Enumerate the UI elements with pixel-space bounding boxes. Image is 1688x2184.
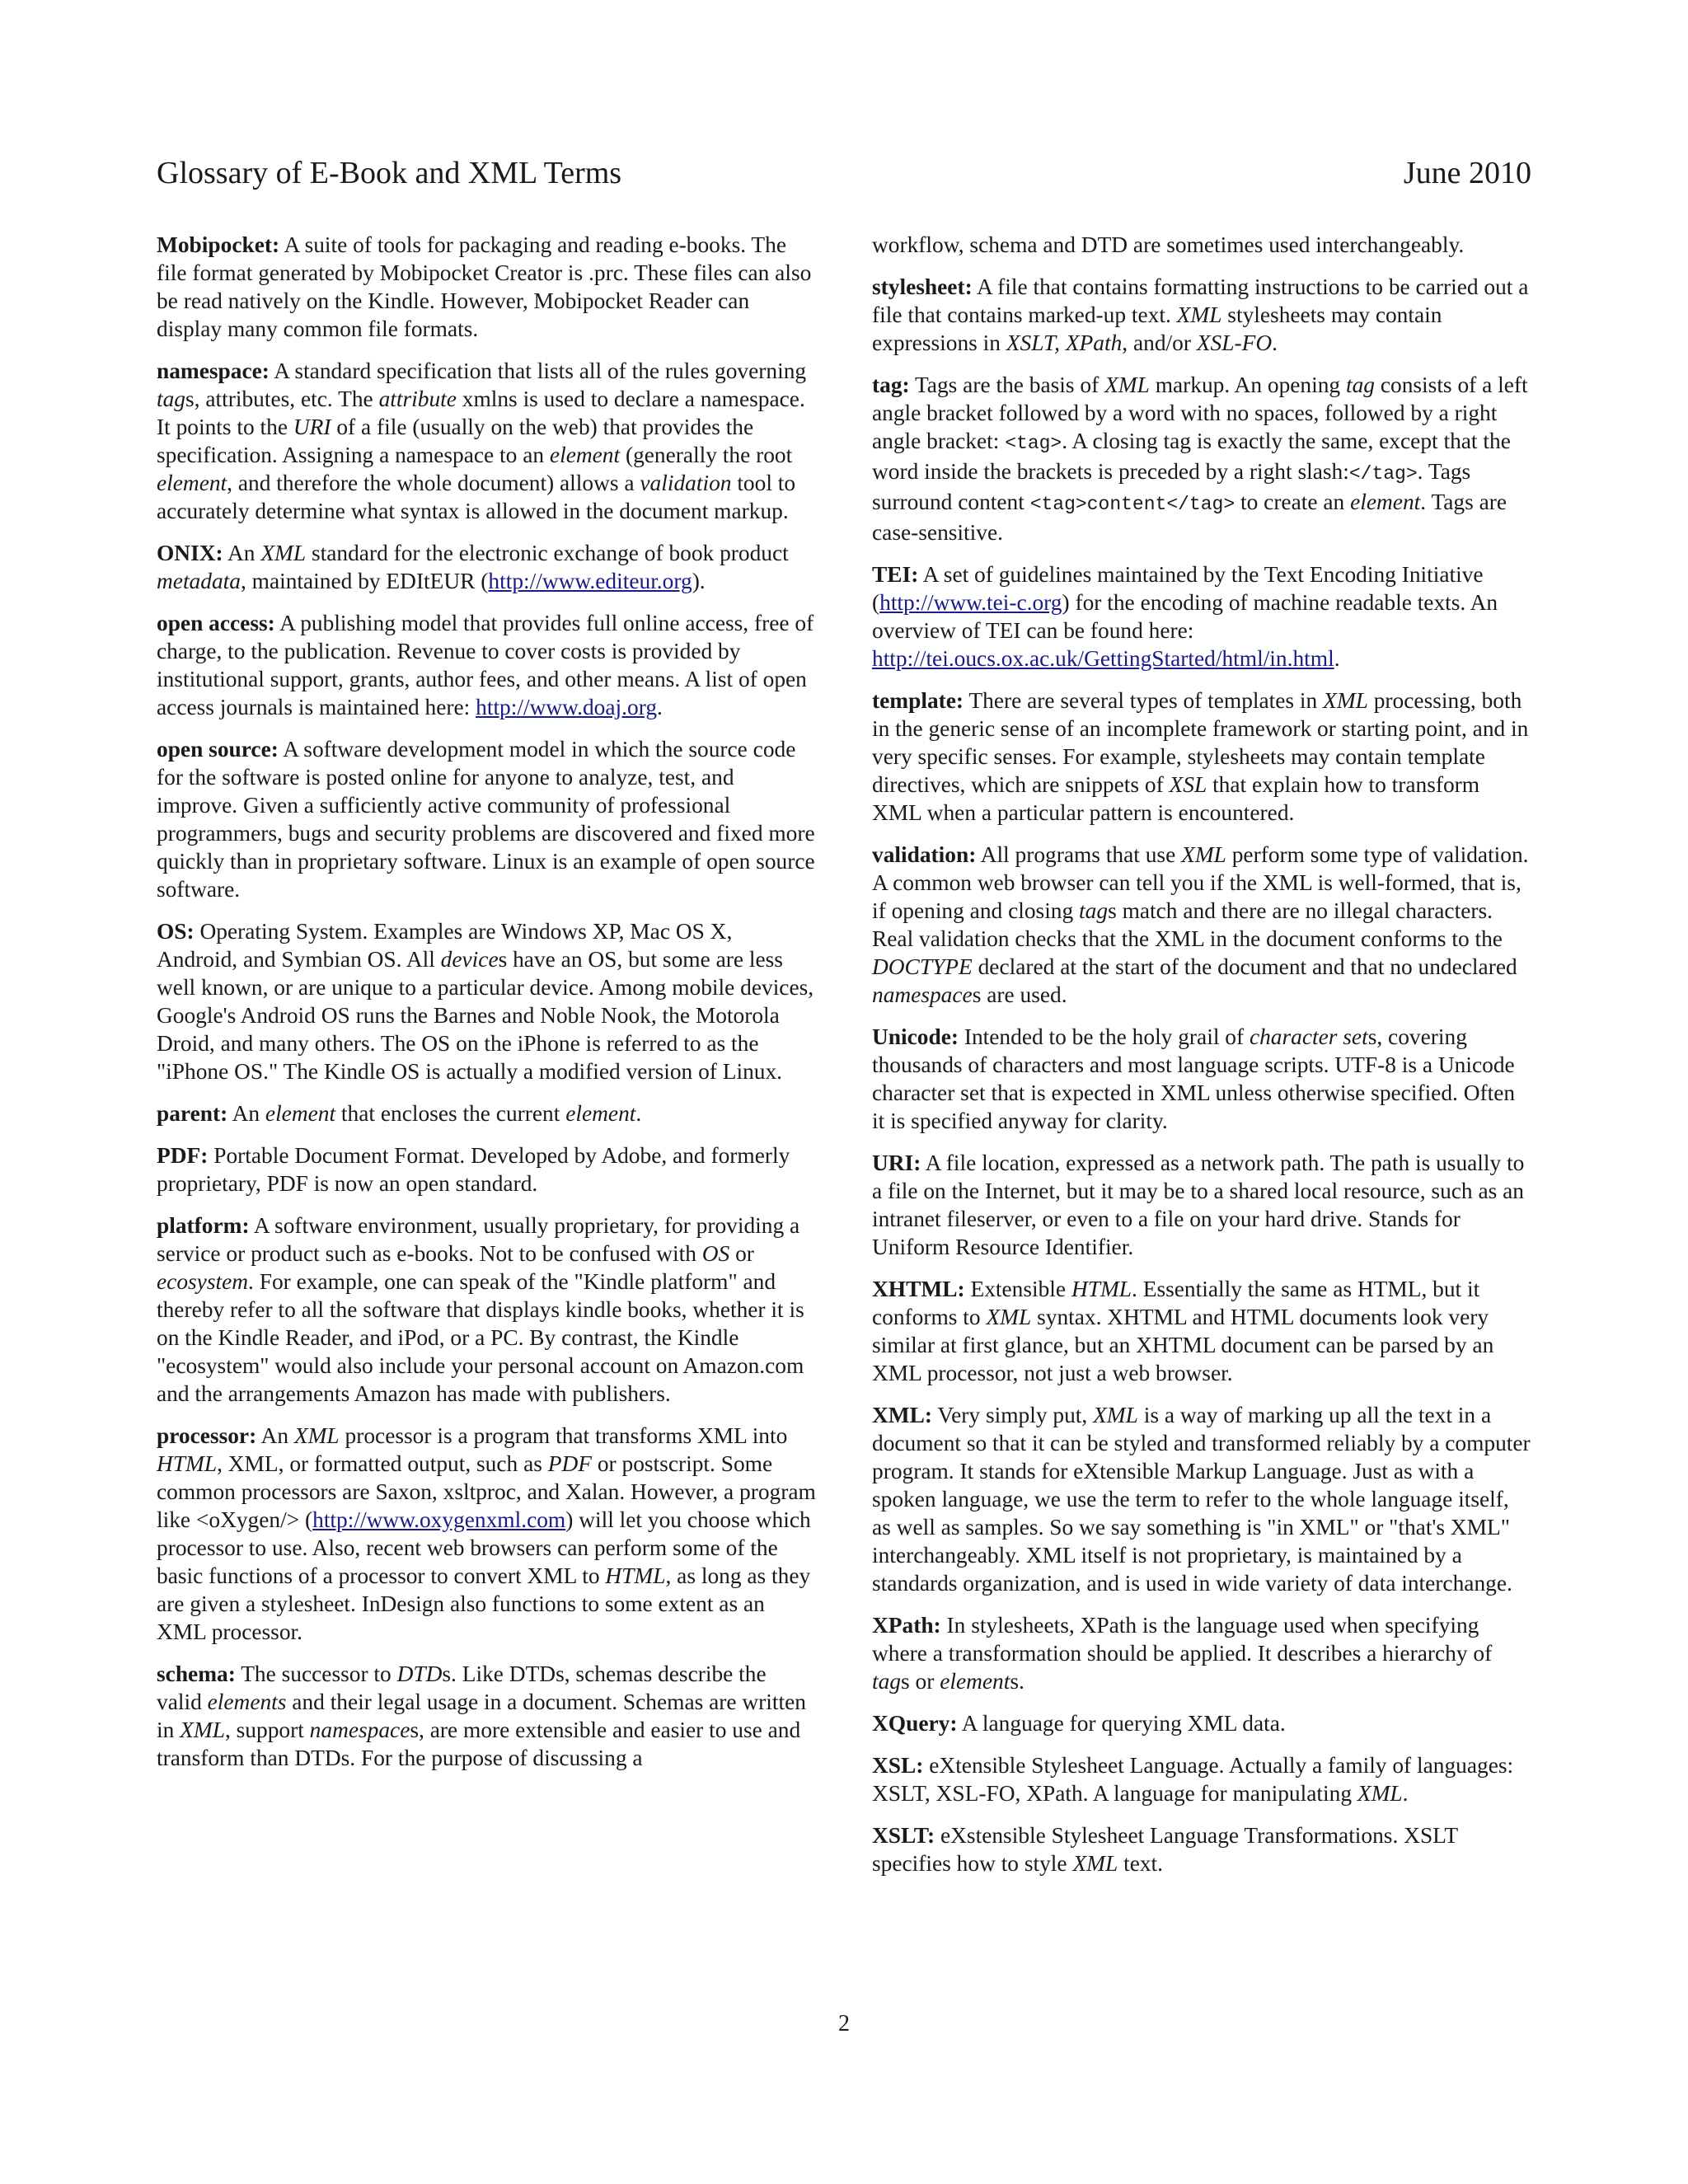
- italic-term: OS: [701, 1241, 730, 1266]
- italic-term: element: [157, 471, 227, 495]
- definition-text: xmlns is used to declare a namespace. It points to the: [157, 387, 805, 439]
- italic-term: metadata: [157, 569, 241, 593]
- url-link[interactable]: http://www.tei-c.org: [879, 590, 1062, 615]
- italic-term: XML: [1357, 1781, 1403, 1806]
- definition-text: Extensible: [964, 1277, 1071, 1301]
- italic-term: HTML: [157, 1451, 218, 1476]
- definition-text: .: [635, 1101, 642, 1126]
- glossary-term: namespace:: [157, 359, 270, 383]
- page-number: 2: [838, 2011, 850, 2036]
- definition-text: A standard specification that lists all of the rules governing: [269, 359, 807, 383]
- definition-text: that encloses the current: [335, 1101, 566, 1126]
- definition-text: declared at the start of the document and that no undeclared: [972, 954, 1517, 979]
- definition-text: is a way of marking up all the text in a document so that it can be styled and transformed reliably by a computer program. It stands for eXtensible Markup Language. Just as with a spoken language, we use the term to refer to the whole language itself, as well as samples. So we say something is "in XML" or "that's XML" interchangeably. XML itself is not proprietary, is maintained by a standards organization, and is used in wide variety of data interchange.: [872, 1403, 1531, 1596]
- definition-text: s or: [901, 1669, 940, 1694]
- glossary-term: template:: [872, 688, 964, 713]
- glossary-entry: [872, 273, 1531, 357]
- definition-text: .: [1334, 646, 1340, 671]
- definition-text: .: [657, 695, 663, 719]
- definition-text: ) will let you choose which processor to use. Also, recent web browsers can perform some of the basic functions of a processor to convert XML to: [157, 1507, 811, 1588]
- definition-text: The successor to: [235, 1661, 397, 1686]
- url-link[interactable]: http://www.doaj.org: [476, 695, 658, 719]
- definition-text: that explain how to transform XML when a particular pattern is encountered.: [872, 772, 1480, 825]
- italic-term: element: [940, 1669, 1010, 1694]
- definition-text: syntax. XHTML and HTML documents look very similar at first glance, but an XHTML document can be parsed by an XML processor, not just a web browser.: [872, 1305, 1494, 1385]
- definition-text: .: [1272, 330, 1278, 355]
- italic-term: HTML: [605, 1563, 666, 1588]
- glossary-entry: [157, 539, 816, 595]
- definition-text: of a file (usually on the web) that provides the specification. Assigning a namespace to an: [157, 415, 754, 467]
- definition-text: processing, both in the generic sense of an incomplete framework or starting point, and in very specific senses. For example, stylesheets may contain template directives, which are snippets of: [872, 688, 1529, 797]
- definition-text: workflow, schema and DTD are sometimes used interchangeably.: [872, 232, 1465, 257]
- glossary-term: stylesheet:: [872, 274, 973, 299]
- italic-term: XSL: [1169, 772, 1207, 797]
- definition-text: In stylesheets, XPath is the language used when specifying where a transformation should be applied. It describes a hierarchy of: [872, 1613, 1493, 1666]
- glossary-entry: [872, 1611, 1531, 1695]
- glossary-entry: [157, 917, 816, 1085]
- glossary-entry: [157, 735, 816, 903]
- definition-text: There are several types of templates in: [964, 688, 1324, 713]
- definition-text: A set of guidelines maintained by the Text Encoding Initiative (: [872, 562, 1484, 615]
- definition-text: s have an OS, but some are less well known, or are unique to a particular device. Among mobile devices, Google's Android OS runs the Barnes and Noble Nook, the Motorola Droid, and many others. The OS on the iPhone is referred to as the "iPhone OS." The Kindle OS is actually a modified version of Linux.: [157, 947, 814, 1084]
- italic-term: XML: [293, 1423, 340, 1448]
- italic-term: attribute: [378, 387, 457, 411]
- glossary-term: XML:: [872, 1403, 933, 1427]
- page-header: [157, 155, 1531, 194]
- glossary-entry: [872, 1821, 1531, 1877]
- glossary-columns: [157, 231, 1531, 1891]
- definition-text: standard for the electronic exchange of book product: [306, 541, 789, 565]
- glossary-entry: [872, 371, 1531, 546]
- italic-term: PDF: [547, 1451, 592, 1476]
- definition-text: A language for querying XML data.: [957, 1711, 1286, 1736]
- document-date: June 2010: [1403, 156, 1531, 190]
- definition-text: Tags are the basis of: [909, 373, 1105, 397]
- italic-term: XML: [180, 1718, 225, 1742]
- definition-text: , XML, or formatted output, such as: [217, 1451, 548, 1476]
- definition-text: A file that contains formatting instructions to be carried out a file that contains marked-up text.: [872, 274, 1529, 327]
- glossary-entry: [872, 560, 1531, 673]
- definition-text: Very simply put,: [932, 1403, 1094, 1427]
- glossary-entry: [157, 609, 816, 721]
- definition-text: and their legal usage in a document. Schemas are written in: [157, 1690, 806, 1742]
- definition-text: perform some type of validation. A common web browser can tell you if the XML is well-formed, that is, if opening and closing: [872, 842, 1529, 923]
- italic-term: validation: [640, 471, 732, 495]
- definition-text: . A closing tag is exactly the same, except that the word inside the brackets is preceded by a right slash:: [872, 429, 1511, 484]
- glossary-term: parent:: [157, 1101, 228, 1126]
- italic-term: tag: [1345, 373, 1375, 397]
- definition-text: tool to accurately determine what syntax is allowed in the document markup.: [157, 471, 796, 523]
- italic-term: XML: [1072, 1851, 1118, 1876]
- italic-term: XML: [1176, 302, 1222, 327]
- code-snippet: </tag>: [1348, 463, 1418, 485]
- definition-text: , as long as they are given a stylesheet. InDesign also functions to some extent as an XML processor.: [157, 1563, 811, 1644]
- definition-text: s, are more extensible and easier to use and transform than DTDs. For the purpose of discussing a: [157, 1718, 801, 1770]
- glossary-entry: [157, 1660, 816, 1772]
- definition-text: A file location, expressed as a network path. The path is usually to a file on the Internet, but it may be to a shared local resource, such as an intranet fileserver, or even to a file on your hard drive. Stands for Uniform Resource Identifier.: [872, 1151, 1525, 1259]
- glossary-term: schema:: [157, 1661, 236, 1686]
- italic-term: XML: [1323, 688, 1368, 713]
- glossary-term: processor:: [157, 1423, 257, 1448]
- definition-text: s are used.: [972, 982, 1067, 1007]
- url-link[interactable]: http://www.editeur.org: [488, 569, 692, 593]
- italic-term: XML: [1104, 373, 1150, 397]
- definition-text: . Essentially the same as HTML, but it conforms to: [872, 1277, 1480, 1329]
- definition-text: , maintained by EDItEUR (: [240, 569, 489, 593]
- glossary-entry: [157, 1141, 816, 1197]
- definition-text: A publishing model that provides full online access, free of charge, to the publication. Revenue to cover costs is provided by institutional support, grants, author fees, and other means. A list of open access journals is maintained here:: [157, 611, 814, 719]
- glossary-term: XHTML:: [872, 1277, 965, 1301]
- glossary-term: XSL:: [872, 1753, 924, 1778]
- glossary-term: Mobipocket:: [157, 232, 280, 257]
- url-link[interactable]: http://tei.oucs.ox.ac.uk/GettingStarted/html/in.html: [872, 646, 1334, 671]
- italic-term: tag: [1079, 898, 1109, 923]
- definition-text: An: [256, 1423, 294, 1448]
- definition-text: Portable Document Format. Developed by Adobe, and formerly proprietary, PDF is now an open standard.: [157, 1143, 790, 1196]
- glossary-term: open access:: [157, 611, 275, 635]
- glossary-entry: [872, 687, 1531, 827]
- right-column: [872, 231, 1531, 1891]
- glossary-entry: [872, 1275, 1531, 1387]
- definition-text: or: [729, 1241, 754, 1266]
- definition-text: s match and there are no illegal characters. Real validation checks that the XML in the document conforms to the: [872, 898, 1503, 951]
- glossary-entry: [157, 357, 816, 525]
- italic-term: XML: [260, 541, 307, 565]
- definition-text: eXstensible Stylesheet Language Transformations. XSLT specifies how to style: [872, 1823, 1458, 1876]
- glossary-term: Unicode:: [872, 1024, 959, 1049]
- italic-term: device: [440, 947, 499, 972]
- italic-term: tag: [157, 387, 186, 411]
- glossary-entry: [872, 1401, 1531, 1597]
- definition-text: consists of a left angle bracket followed by a word with no spaces, followed by a right angle bracket:: [872, 373, 1528, 453]
- definition-text: markup. An opening: [1149, 373, 1346, 397]
- italic-term: XSL-FO: [1196, 330, 1273, 355]
- italic-term: namespace: [872, 982, 973, 1007]
- glossary-term: ONIX:: [157, 541, 223, 565]
- definition-text: All programs that use: [976, 842, 1182, 867]
- glossary-term: validation:: [872, 842, 977, 867]
- italic-term: XML: [1181, 842, 1226, 867]
- glossary-term: tag:: [872, 373, 910, 397]
- glossary-entry: [872, 1023, 1531, 1135]
- definition-text: or postscript. Some common processors are Saxon, xsltproc, and Xalan. However, a program like <oXygen/> (: [157, 1451, 816, 1532]
- glossary-entry: [157, 231, 816, 343]
- glossary-entry: [872, 1149, 1531, 1261]
- definition-text: An: [223, 541, 261, 565]
- url-link[interactable]: http://www.oxygenxml.com: [312, 1507, 566, 1532]
- definition-text: stylesheets may contain expressions in: [872, 302, 1442, 355]
- glossary-term: URI:: [872, 1151, 921, 1175]
- glossary-term: XPath:: [872, 1613, 941, 1638]
- definition-text: (generally the root: [620, 443, 793, 467]
- italic-term: DOCTYPE: [872, 954, 973, 979]
- glossary-term: OS:: [157, 919, 195, 944]
- definition-text: Intended to be the holy grail of: [959, 1024, 1250, 1049]
- definition-text: s.: [1010, 1669, 1025, 1694]
- italic-term: ecosystem: [157, 1269, 249, 1294]
- definition-text: s. Like DTDs, schemas describe the valid: [157, 1661, 767, 1714]
- definition-text: s, attributes, etc. The: [185, 387, 379, 411]
- definition-text: An: [227, 1101, 265, 1126]
- definition-text: ) for the encoding of machine readable texts. An overview of TEI can be found here:: [872, 590, 1498, 643]
- definition-text: . For example, one can speak of the "Kindle platform" and thereby refer to all the software that displays kindle books, whether it is on the Kindle Reader, and iPod, or a PC. By contrast, the Kindle "ecosystem" would also include your personal account on Amazon.com and the arrangements Amazon has made with publishers.: [157, 1269, 804, 1406]
- definition-text: to create an: [1235, 490, 1351, 514]
- definition-text: , and therefore the whole document) allows a: [227, 471, 640, 495]
- glossary-entry: [157, 1422, 816, 1646]
- italic-term: tag: [872, 1669, 902, 1694]
- definition-text: A software development model in which the source code for the software is posted online for anyone to analyze, test, and improve. Given a sufficiently active community of professional programmers, bugs and security problems are discovered and fixed more quickly than in proprietary software. Linux is an example of open source software.: [157, 737, 815, 902]
- glossary-entry: [872, 231, 1531, 259]
- italic-term: XML: [986, 1305, 1032, 1329]
- definition-text: . Tags surround content: [872, 459, 1471, 514]
- glossary-term: open source:: [157, 737, 279, 762]
- italic-term: character set: [1249, 1024, 1368, 1049]
- italic-term: URI: [293, 415, 331, 439]
- glossary-term: PDF:: [157, 1143, 209, 1168]
- definition-text: text.: [1118, 1851, 1164, 1876]
- italic-term: namespace: [309, 1718, 410, 1742]
- italic-term: element: [265, 1101, 336, 1126]
- definition-text: A software environment, usually proprietary, for providing a service or product such as e-books. Not to be confused with: [157, 1213, 800, 1266]
- glossary-entry: [157, 1099, 816, 1127]
- glossary-entry: [872, 841, 1531, 1009]
- definition-text: Operating System. Examples are Windows XP, Mac OS X, Android, and Symbian OS. All: [157, 919, 733, 972]
- definition-text: A suite of tools for packaging and reading e-books. The file format generated by Mobipocket Creator is .prc. These files can also be read natively on the Kindle. However, Mobipocket Reader can display many common file formats.: [157, 232, 812, 341]
- glossary-term: XSLT:: [872, 1823, 935, 1848]
- glossary-term: TEI:: [872, 562, 919, 587]
- left-column: [157, 231, 816, 1891]
- glossary-term: XQuery:: [872, 1711, 958, 1736]
- italic-term: HTML: [1071, 1277, 1132, 1301]
- italic-term: element: [549, 443, 621, 467]
- glossary-term: platform:: [157, 1213, 250, 1238]
- code-snippet: <tag>content</tag>: [1029, 494, 1236, 515]
- document-title: Glossary of E-Book and XML Terms: [157, 156, 622, 190]
- definition-text: s, covering thousands of characters and most language scripts. UTF-8 is a Unicode character set that is expected in XML unless otherwise specified. Often it is specified anyway for clarity.: [872, 1024, 1516, 1133]
- italic-term: element: [1350, 490, 1421, 514]
- italic-term: DTD: [396, 1661, 443, 1686]
- definition-text: . Tags are case-sensitive.: [872, 490, 1507, 545]
- italic-term: XML: [1093, 1403, 1138, 1427]
- glossary-entry: [872, 1751, 1531, 1807]
- definition-text: .: [1402, 1781, 1409, 1806]
- definition-text: ).: [692, 569, 706, 593]
- definition-text: and/or: [1128, 330, 1197, 355]
- italic-term: elements: [207, 1690, 287, 1714]
- definition-text: eXtensible Stylesheet Language. Actually a family of languages: XSLT, XSL-FO, XPath. A language for manipulating: [872, 1753, 1514, 1806]
- code-snippet: <tag>: [1005, 433, 1062, 454]
- glossary-entry: [157, 1212, 816, 1408]
- italic-term: XSLT, XPath,: [1006, 330, 1128, 355]
- glossary-entry: [872, 1709, 1531, 1737]
- definition-text: , support: [224, 1718, 310, 1742]
- definition-text: processor is a program that transforms XML into: [339, 1423, 788, 1448]
- italic-term: element: [565, 1101, 636, 1126]
